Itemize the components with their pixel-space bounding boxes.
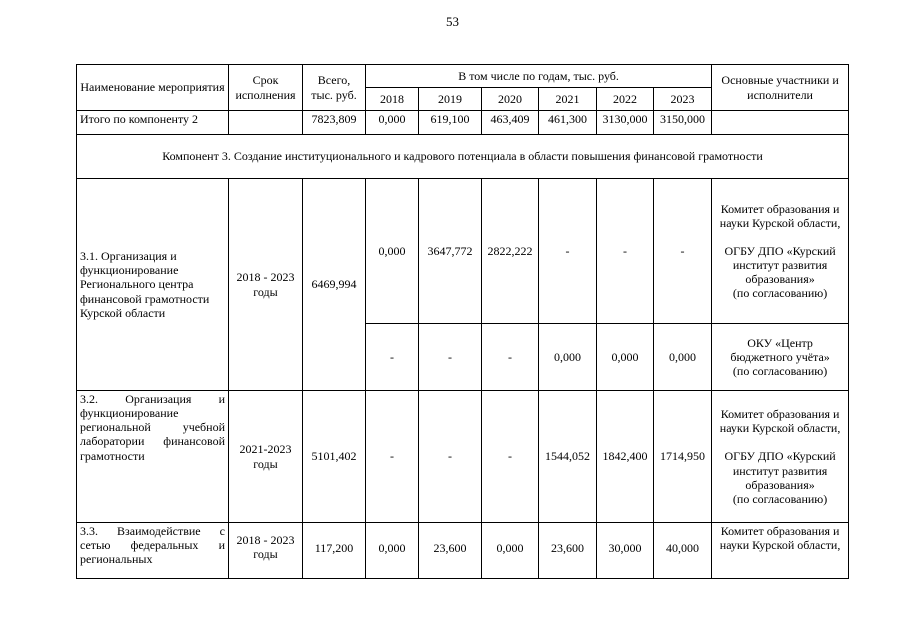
- row-3-3-value: 0,000: [366, 523, 419, 579]
- row-3-1-value: 0,000: [597, 324, 654, 391]
- row-3-1-value: 3647,772: [419, 179, 482, 324]
- participant-line: (по согласованию): [732, 364, 828, 379]
- row-3-3-total: 117,200: [303, 523, 366, 579]
- row-3-2-term: 2021-2023 годы: [229, 391, 303, 523]
- row-3-2-value: -: [419, 391, 482, 523]
- header-year: 2020: [482, 88, 539, 111]
- header-year: 2018: [366, 88, 419, 111]
- header-year: 2022: [597, 88, 654, 111]
- row-3-2-participants: [712, 391, 849, 523]
- table-row: [77, 391, 849, 523]
- row-3-1-value: -: [539, 179, 597, 324]
- total-row-sum: 7823,809: [303, 111, 366, 135]
- row-3-2-value: 1714,950: [654, 391, 712, 523]
- total-row-value: 3150,000: [654, 111, 712, 135]
- row-3-1-value: 2822,222: [482, 179, 539, 324]
- row-3-3-value: 30,000: [597, 523, 654, 579]
- participant-line: Комитет образования и науки Курской области,: [719, 524, 841, 553]
- row-3-3-value: 23,600: [539, 523, 597, 579]
- row-3-2-value: 1842,400: [597, 391, 654, 523]
- header-year: 2021: [539, 88, 597, 111]
- header-term: Срок исполнения: [229, 65, 303, 111]
- participant-line: Комитет образования и науки Курской области,: [719, 201, 841, 230]
- row-3-1-participants: [712, 179, 849, 324]
- row-3-2-total: 5101,402: [303, 391, 366, 523]
- row-3-1-term: 2018 - 2023 годы: [229, 179, 303, 391]
- participant-line: ОГБУ ДПО «Курский институт развития образования»: [724, 243, 836, 287]
- table-row: [77, 111, 849, 135]
- total-row-participants: [712, 111, 849, 135]
- row-3-3-value: 23,600: [419, 523, 482, 579]
- row-3-1-value: 0,000: [539, 324, 597, 391]
- total-row-value: 3130,000: [597, 111, 654, 135]
- row-3-2-value: -: [366, 391, 419, 523]
- row-3-3-value: 0,000: [482, 523, 539, 579]
- header-participants: Основные участники и исполнители: [712, 65, 849, 111]
- total-row-value: 461,300: [539, 111, 597, 135]
- header-year: 2023: [654, 88, 712, 111]
- row-3-1-participants-b: [712, 324, 849, 391]
- row-3-2-name: 3.2. Организация и функционирование региональной учебной лаборатории финансовой грамотности: [77, 391, 229, 523]
- total-row-term: [229, 111, 303, 135]
- participant-line: ОКУ «Центр бюджетного учёта»: [730, 335, 830, 364]
- page-number: 53: [446, 14, 459, 29]
- header-total: Всего, тыс. руб.: [303, 65, 366, 111]
- row-3-2-value: 1544,052: [539, 391, 597, 523]
- total-row-value: 0,000: [366, 111, 419, 135]
- total-row-value: 619,100: [419, 111, 482, 135]
- table-row: [77, 179, 849, 324]
- row-3-1-total: 6469,994: [303, 179, 366, 391]
- row-3-1-value: -: [482, 324, 539, 391]
- row-3-1-value: -: [419, 324, 482, 391]
- row-3-2-value: -: [482, 391, 539, 523]
- row-3-1-value: 0,000: [366, 179, 419, 324]
- row-3-1-value: 0,000: [654, 324, 712, 391]
- participant-line: ОГБУ ДПО «Курский институт развития образования»: [724, 449, 836, 492]
- header-by-years: В том числе по годам, тыс. руб.: [366, 65, 712, 88]
- row-3-1-name: 3.1. Организация и функционирование Регионального центра финансовой грамотности Курской области: [77, 179, 229, 391]
- participant-line: (по согласованию): [732, 491, 828, 506]
- table-row: [77, 523, 849, 579]
- row-3-3-name: 3.3. Взаимодействие с сетью федеральных и региональных: [77, 523, 229, 579]
- row-3-1-value: -: [366, 324, 419, 391]
- participant-line: Комитет образования и науки Курской области,: [719, 407, 841, 436]
- row-3-3-participants: [712, 523, 849, 579]
- header-name: Наименование мероприятия: [77, 65, 229, 111]
- total-row-name: Итого по компоненту 2: [77, 111, 229, 135]
- participant-line: (по согласованию): [732, 286, 828, 301]
- header-year: 2019: [419, 88, 482, 111]
- component-title: Компонент 3. Создание институционального и кадрового потенциала в области повышения финансовой грамотности: [77, 135, 849, 179]
- budget-table: [76, 64, 849, 579]
- row-3-3-value: 40,000: [654, 523, 712, 579]
- row-3-3-term: 2018 - 2023 годы: [229, 523, 303, 579]
- row-3-1-value: -: [654, 179, 712, 324]
- total-row-value: 463,409: [482, 111, 539, 135]
- row-3-1-value: -: [597, 179, 654, 324]
